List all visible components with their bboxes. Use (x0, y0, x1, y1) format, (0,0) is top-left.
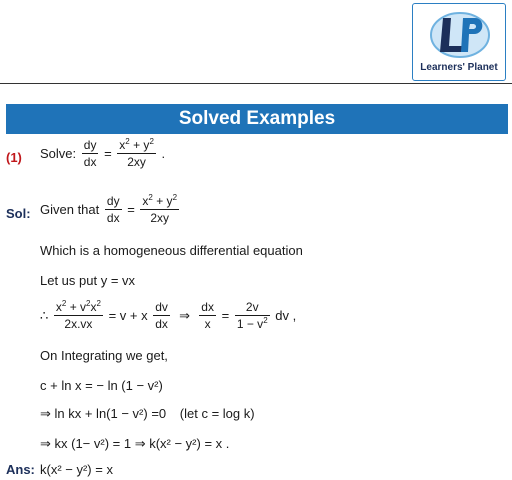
substitution-line: Let us put y = vx (40, 273, 136, 288)
answer-text: k(x² − y²) = x (40, 462, 113, 477)
lp-logo-icon (429, 8, 491, 62)
constant-note: (let c = log k) (179, 406, 255, 421)
rhs-fraction: $\frac{x^2 + y^2}{2xy}$ (119, 137, 154, 169)
given-text: Given that (40, 202, 100, 217)
2v-fraction: $\frac{2v}{1 - v^2}$ (236, 300, 268, 331)
rhs-fraction: $\frac{x^2 + y^2}{2xy}$ (142, 193, 178, 225)
lhs-fraction: $\frac{x^2 + v^2x^2}{2x.vx}$ (55, 299, 101, 331)
dy-dx-fraction: $\frac{dy}{dx}$ (83, 138, 97, 169)
dy-dx-fraction: $\frac{dy}{dx}$ (106, 194, 120, 225)
logo-text: Learners' Planet (420, 62, 498, 73)
final-step-line: ⇒ kx (1− v²) = 1 ⇒ k(x² − y²) = x . (40, 436, 230, 451)
question-number: (1) (6, 150, 22, 165)
dv-dx-fraction: $\frac{dv}{dx}$ (155, 300, 168, 331)
derivation-line: ∴ $\frac{x^2 + v^2x^2}{2x.vx}$ = v + x $\frac{dv}{dx}$ ⇒ $\frac{dx}{x}$ = $\frac{2v}{1 - v^2}$ dv , (40, 299, 297, 331)
final-step-text: kx (1− v²) = 1 ⇒ k(x² − y²) = x . (54, 436, 230, 451)
question-text: Solve: (40, 146, 77, 161)
log-combine-text: ln kx + ln(1 − v²) =0 (54, 406, 167, 421)
section-banner: Solved Examples (6, 104, 508, 134)
homogeneous-line: Which is a homogeneous differential equation (40, 243, 303, 258)
log-combine-line: ⇒ ln kx + ln(1 − v²) =0 (let c = log k) (40, 406, 255, 421)
integrating-line: On Integrating we get, (40, 348, 168, 363)
integral-result-line: c + ln x = − ln (1 − v²) (40, 378, 163, 393)
learners-planet-logo (412, 3, 506, 81)
header-divider (0, 83, 512, 84)
given-line: Given that $\frac{dy}{dx}$ = $\frac{x^2 + y^2}{2xy}$ (40, 193, 178, 225)
answer-label: Ans: (6, 462, 35, 477)
solution-label: Sol: (6, 206, 31, 221)
dx-x-fraction: $\frac{dx}{x}$ (201, 300, 214, 331)
question-line: Solve: $\frac{dy}{dx}$ = $\frac{x^2 + y^2}{2xy}$ . (40, 137, 166, 169)
